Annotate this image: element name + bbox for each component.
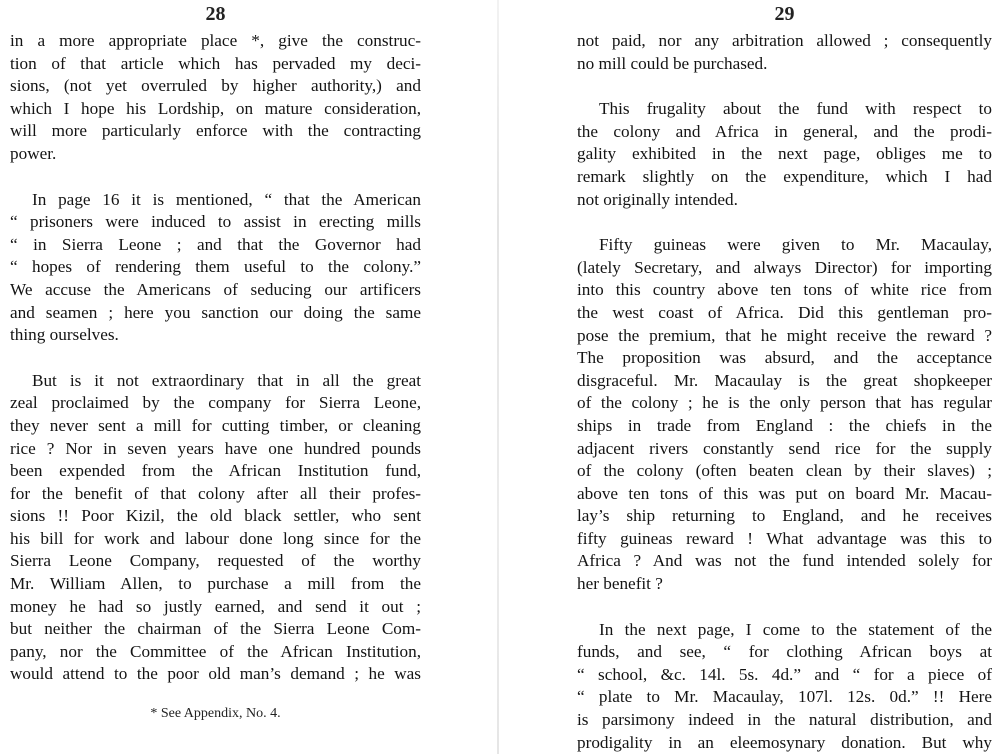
text-line: “ hopes of rendering them useful to the colony.” [10, 257, 421, 277]
text-line: “ prisoners were induced to assist in erecting mills [10, 212, 421, 232]
text-line: no mill could be purchased. [577, 53, 768, 73]
text-line: disgraceful. Mr. Macaulay is the great shopkeeper [577, 370, 992, 390]
text-line: In the next page, I come to the statement of the [599, 619, 992, 639]
text-line: they never sent a mill for cutting timber, or cleaning [10, 415, 421, 435]
text-line: which I hope his Lordship, on mature consideration, [10, 98, 421, 118]
text-line: but neither the chairman of the Sierra Leone Com- [10, 619, 421, 639]
paragraph [577, 30, 992, 75]
text-line: pany, nor the Committee of the African Institution, [10, 641, 421, 661]
text-line: “ school, &c. 14l. 5s. 4d.” and “ for a piece of [577, 664, 992, 684]
paragraph [10, 370, 421, 686]
text-line: This frugality about the fund with respect to [599, 99, 992, 119]
text-line: of the colony (often beaten clean by their slaves) ; [577, 461, 992, 481]
text-line: In page 16 it is mentioned, “ that the American [32, 189, 421, 209]
text-line: fifty guineas reward ! What advantage was this to [577, 528, 992, 548]
right-page [577, 0, 992, 754]
text-line: remark slightly on the expenditure, which I had [577, 166, 992, 186]
text-line: is parsimony indeed in the natural distribution, and [577, 710, 992, 730]
right-page-text [577, 30, 992, 754]
text-line: Fifty guineas were given to Mr. Macaulay, [599, 235, 992, 255]
paragraph [577, 234, 992, 596]
text-line: Mr. William Allen, to purchase a mill from the [10, 574, 421, 594]
footnote: * See Appendix, No. 4. [150, 706, 281, 721]
left-page-number: 28 [205, 3, 226, 25]
paragraph [10, 30, 421, 166]
text-line: We accuse the Americans of seducing our artificers [10, 279, 421, 299]
text-line: (lately Secretary, and always Director) for importing [577, 257, 992, 277]
text-line: funds, and see, “ for clothing African boys at [577, 642, 992, 662]
text-line: lay’s ship returning to England, and he receives [577, 506, 992, 526]
text-line: his bill for work and labour done long since for the [10, 528, 421, 548]
text-line: into this country above ten tons of white rice from [577, 280, 992, 300]
text-line: the west coast of Africa. Did this gentleman pro- [577, 302, 992, 322]
paragraph [10, 189, 421, 347]
text-line: “ in Sierra Leone ; and that the Governor had [10, 234, 421, 254]
text-line: the colony and Africa in general, and the prodi- [577, 121, 992, 141]
text-line: sions, (not yet overruled by higher authority,) and [10, 76, 421, 96]
text-line: not paid, nor any arbitration allowed ; consequently [577, 31, 992, 50]
text-line: prodigality in an eleemosynary donation. But why [577, 732, 992, 752]
text-line: adjacent rivers constantly send rice for the supply [577, 438, 992, 458]
text-line: “ plate to Mr. Macaulay, 107l. 12s. 0d.” !! Here [577, 687, 992, 707]
text-line: rice ? Nor in seven years have one hundred pounds [10, 438, 421, 458]
text-line: not originally intended. [577, 189, 738, 209]
paragraph [577, 98, 992, 211]
text-line: thing ourselves. [10, 325, 119, 345]
text-line: But is it not extraordinary that in all the great [32, 370, 421, 390]
text-line: gality exhibited in the next page, obliges me to [577, 144, 992, 164]
paragraph [577, 619, 992, 754]
text-line: above ten tons of this was put on board Mr. Macau- [577, 483, 992, 503]
text-line: been expended from the African Institution fund, [10, 461, 421, 481]
text-line: would attend to the poor old man’s demand ; he was [10, 664, 421, 684]
text-line: power. [10, 143, 57, 163]
text-line: ships in trade from England : the chiefs in the [577, 415, 992, 435]
left-page [10, 0, 421, 721]
text-line: sions !! Poor Kizil, the old black settler, who sent [10, 506, 421, 526]
text-line: Africa ? And was not the fund intended solely for [577, 551, 992, 571]
text-line: her benefit ? [577, 574, 663, 594]
text-line: pose the premium, that he might receive the reward ? [577, 325, 992, 345]
text-line: Sierra Leone Company, requested of the worthy [10, 551, 421, 571]
text-line: of the colony ; he is the only person that has regular [577, 393, 992, 413]
text-line: The proposition was absurd, and the acceptance [577, 348, 992, 368]
right-page-number: 29 [774, 3, 795, 25]
text-line: tion of that article which has pervaded my deci- [10, 53, 421, 73]
text-line: and seamen ; here you sanction our doing the same [10, 302, 421, 322]
text-line: for the benefit of that colony after all their profes- [10, 483, 421, 503]
text-line: in a more appropriate place *, give the construc- [10, 31, 421, 50]
text-line: will more particularly enforce with the contracting [10, 121, 421, 141]
book-gutter [497, 0, 499, 754]
text-line: money he had so justly earned, and send it out ; [10, 596, 421, 616]
left-page-text [10, 30, 421, 686]
text-line: zeal proclaimed by the company for Sierra Leone, [10, 393, 421, 413]
